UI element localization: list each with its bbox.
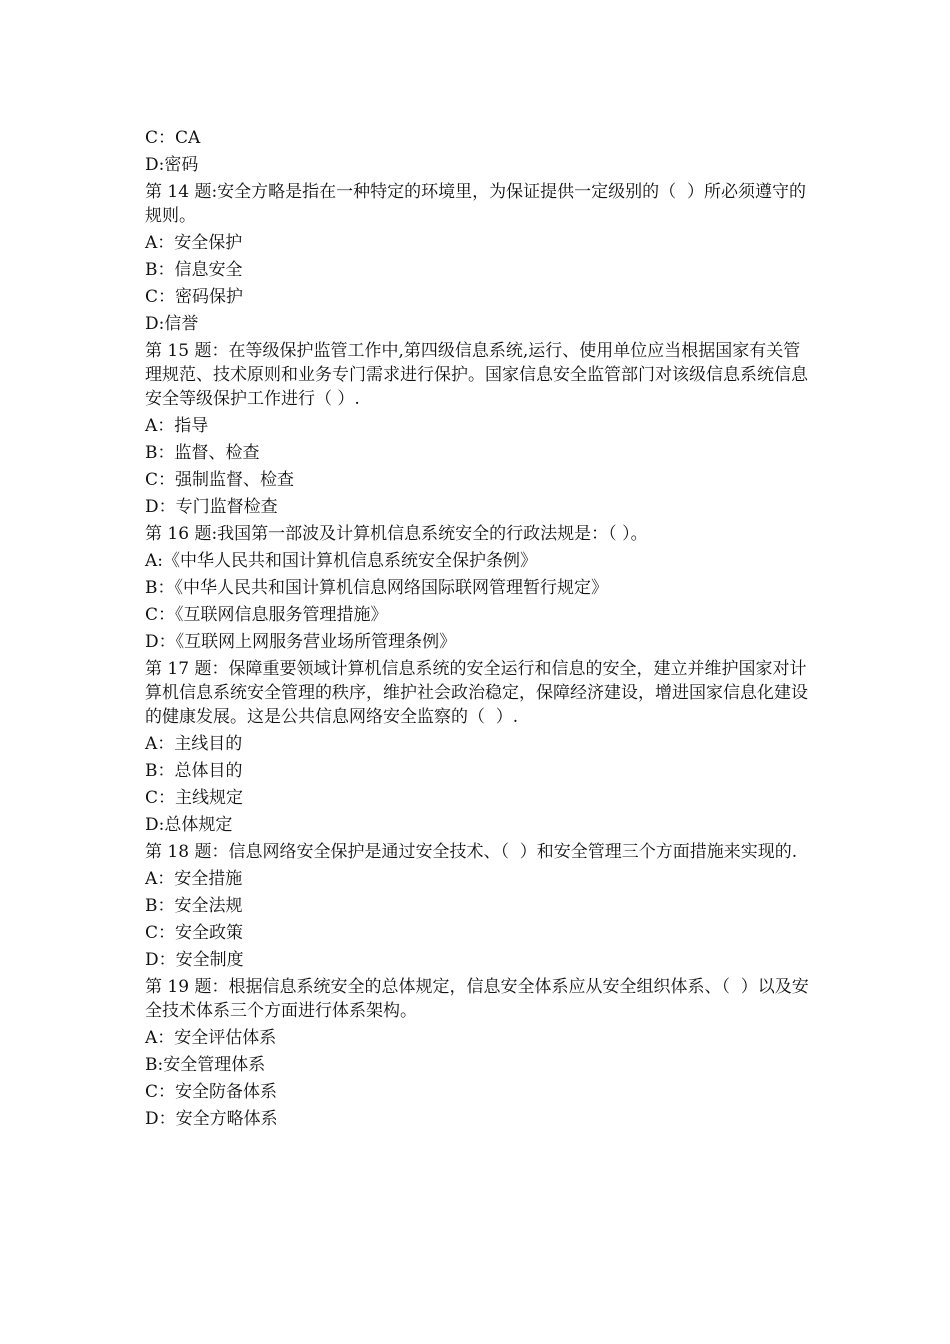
question-19-option-c: C：安全防备体系	[145, 1082, 278, 1102]
question-19-stem: 第 19 题：根据信息系统安全的总体规定，信息安全体系应从安全组织体系、（ ）以及安全技术体系三个方面进行体系架构。	[145, 977, 809, 1021]
question-16-option-b: B：《中华人民共和国计算机信息网络国际联网管理暂行规定》	[145, 578, 608, 598]
question-15-option-a: A：指导	[145, 416, 209, 436]
question-19-option-a: A：安全评估体系	[145, 1028, 277, 1048]
question-14-stem: 第 14 题:安全方略是指在一种特定的环境里，为保证提供一定级别的（ ）所必须遵守的规则。	[145, 182, 806, 226]
question-17-option-a: A：主线目的	[145, 734, 243, 754]
question-15-option-c: C：强制监督、检查	[145, 470, 295, 490]
document-content	[145, 126, 810, 1134]
question-17-option-b: B：总体目的	[145, 761, 243, 781]
question-16-option-d: D：《互联网上网服务营业场所管理条例》	[145, 632, 457, 652]
question-16-option-c: C：《互联网信息服务管理措施》	[145, 605, 388, 625]
question-14-option-d: D:信誉	[145, 314, 199, 334]
question-18-option-a: A：安全措施	[145, 869, 243, 889]
question-16-option-a: A:《中华人民共和国计算机信息系统安全保护条例》	[145, 551, 538, 571]
question-17-option-c: C：主线规定	[145, 788, 244, 808]
question-14-option-b: B：信息安全	[145, 260, 243, 280]
question-15-option-d: D：专门监督检查	[145, 497, 278, 517]
question-19-option-b: B:安全管理体系	[145, 1055, 266, 1075]
question-14-option-c: C：密码保护	[145, 287, 244, 307]
question-16-stem: 第 16 题:我国第一部波及计算机信息系统安全的行政法规是：（ ）。	[145, 524, 648, 544]
question-15-stem: 第 15 题：在等级保护监管工作中,第四级信息系统,运行、使用单位应当根据国家有关管理规范、技术原则和业务专门需求进行保护。国家信息安全监管部门对该级信息系统信息安全等级保护工作进行（ ）.	[145, 341, 808, 409]
question-18-option-b: B：安全法规	[145, 896, 243, 916]
question-14-option-a: A：安全保护	[145, 233, 243, 253]
question-18-option-d: D：安全制度	[145, 950, 244, 970]
question-17-stem: 第 17 题：保障重要领域计算机信息系统的安全运行和信息的安全，建立并维护国家对计算机信息系统安全管理的秩序，维护社会政治稳定，保障经济建设，增进国家信息化建设的健康发展。这是公共信息网络安全监察的（ ）.	[145, 659, 808, 727]
prev-option-d: D:密码	[145, 155, 199, 175]
prev-option-c: C：CA	[145, 128, 201, 148]
question-18-stem: 第 18 题：信息网络安全保护是通过安全技术、（ ）和安全管理三个方面措施来实现的.	[145, 842, 798, 862]
question-17-option-d: D:总体规定	[145, 815, 233, 835]
question-19-option-d: D：安全方略体系	[145, 1109, 278, 1129]
question-15-option-b: B：监督、检查	[145, 443, 260, 463]
question-18-option-c: C：安全政策	[145, 923, 244, 943]
